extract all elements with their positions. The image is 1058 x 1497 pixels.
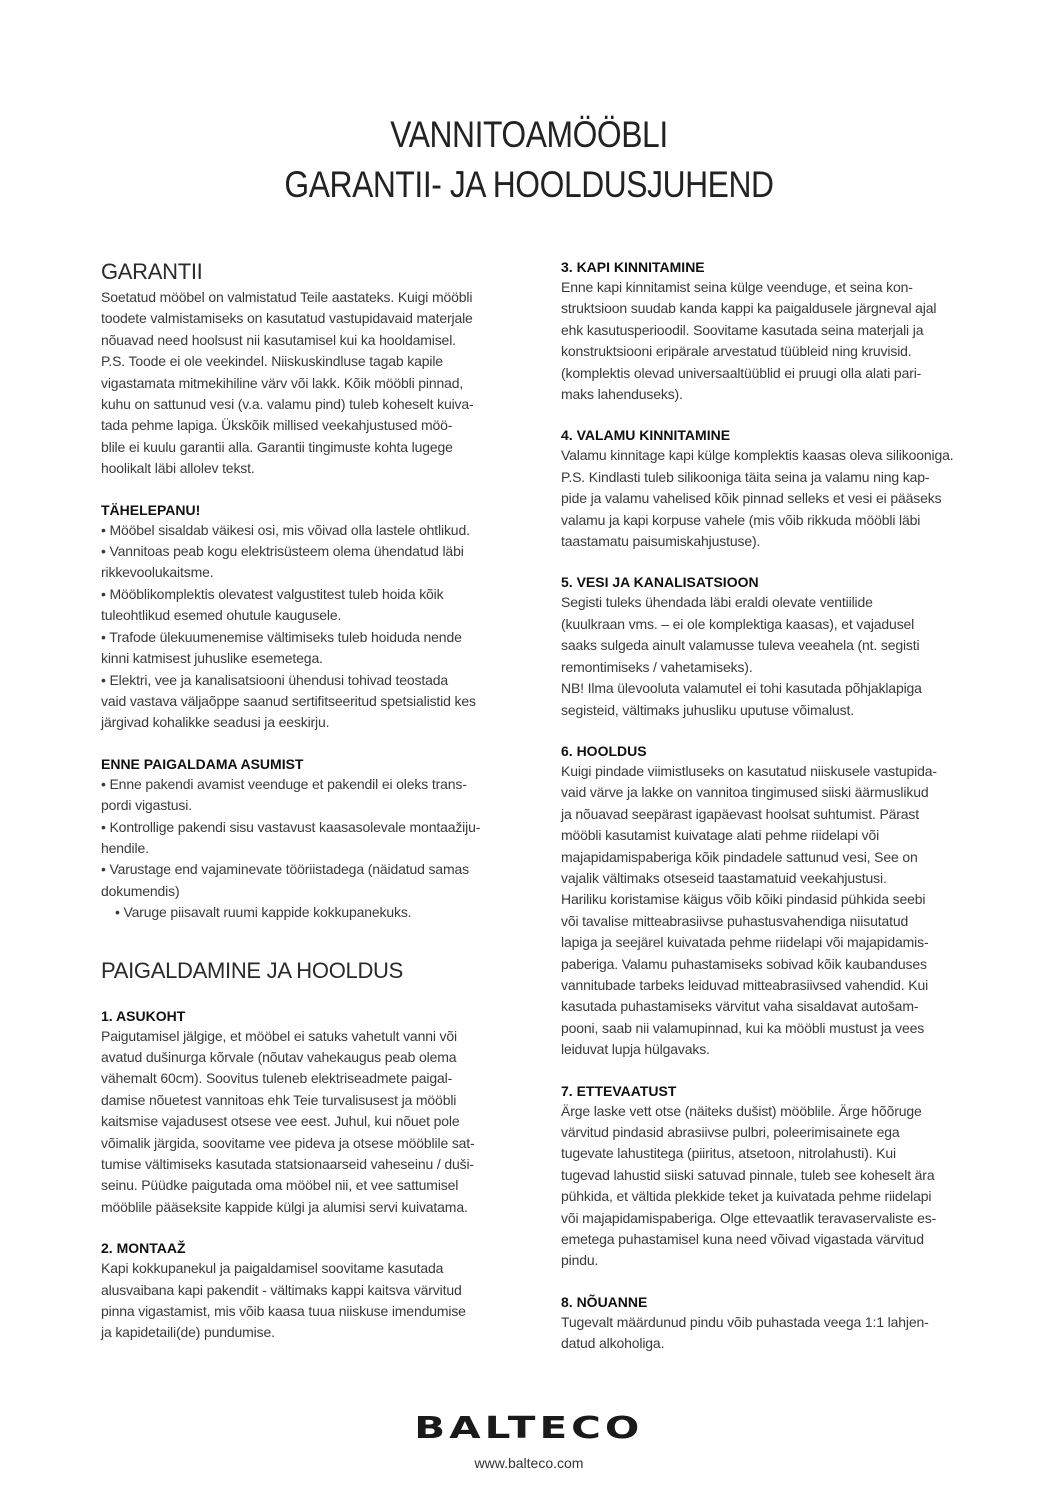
text-line: maks lahenduseks). [561, 386, 683, 403]
text-line: mööblile pääseksite kappide külgi ja alumisi servi kuivatama. [101, 1198, 468, 1215]
text-line: värvitud pindasid abrasiivse pulbri, poleerimisainete ega [561, 1124, 900, 1140]
text-line: tumise vältimiseks kasutada statsionaarseid vaheseinu / duši- [101, 1156, 474, 1172]
text-line: NB! Ilma ülevooluta valamutel ei tohi kasutada põhjaklapiga [561, 680, 922, 697]
left-column [101, 257, 551, 1344]
text-line: leiduvat lupja hülgavaks. [561, 1041, 710, 1058]
section-asukoht [101, 1006, 551, 1219]
section-body [561, 1101, 1011, 1272]
section-paigaldamine [101, 956, 551, 986]
text-line: P.S. Toode ei ole veekindel. Niiskuskindluse tagab kapile [101, 353, 443, 370]
text-line: (komplektis olevad universaaltüüblid ei pruugi olla alati pari- [561, 364, 922, 381]
text-line: struktsioon suudab kanda kappi ka paigaldusele järgneval ajal [561, 300, 937, 317]
section-valamu-kinnitamine [561, 425, 1011, 552]
text-line: lapiga ja seejärel kuivatada pehme riidelapi või majapidamis- [561, 934, 929, 951]
text-line: blile ei kuulu garantii alla. Garantii tingimuste kohta lugege [101, 438, 453, 455]
text-line: konstruktsiooni eripärale arvestatud tüübleid ning kruvisid. [561, 343, 912, 360]
text-line: vajalik vältimaks otseseid taastamatuid veekahjustusi. [561, 869, 887, 886]
text-line: hendile. [101, 839, 149, 856]
text-line: datud alkoholiga. [561, 1335, 665, 1352]
section-vesi-kanalisatsioon [561, 572, 1011, 720]
text-line: P.S. Kindlasti tuleb silikooniga täita seina ja valamu ning kap- [561, 468, 930, 485]
section-body [561, 445, 1011, 552]
website-link[interactable]: www.balteco.com [474, 1455, 584, 1471]
section-body [561, 1312, 1011, 1355]
text-line: tada pehme lapiga. Ükskõik millised veekahjustused möö- [101, 417, 453, 434]
text-line: kasutada puhastamiseks värvitut vaha sisaldavat autošam- [561, 998, 919, 1015]
text-line: taastamatu paisumiskahjustuse). [561, 533, 761, 550]
text-line: Ärge laske vett otse (näiteks dušist) mööblile. Ärge hõõruge [561, 1102, 922, 1119]
text-line: Kapi kokkupanekul ja paigaldamisel soovitame kasutada [101, 1260, 444, 1277]
text-line: rikkevoolukaitsme. [101, 564, 214, 581]
text-line: seinu. Püüdke paigutada oma mööbel nii, et vee sattumisel [101, 1177, 459, 1194]
text-line: • Elektri, vee ja kanalisatsiooni ühendusi tohivad teostada [101, 671, 449, 688]
section-body [101, 1258, 551, 1344]
text-line: avatud dušinurga kõrvale (nõutav vahekaugus peab olema [101, 1048, 457, 1065]
text-line: valamu ja kapi korpuse vahele (mis võib rikkuda mööbli läbi [561, 511, 921, 528]
text-line: damise nõuetest vannitoas ehk Teie turvalisusest ja mööbli [101, 1091, 457, 1108]
section-kapi-kinnitamine [561, 257, 1011, 405]
text-line: segisteid, vältimaks juhusliku uputuse võimalust. [561, 701, 855, 718]
right-column [561, 257, 1011, 1355]
balteco-logo: BALTECO [414, 1411, 644, 1446]
section-heading: 1. ASUKOHT [101, 1007, 186, 1024]
text-line: vaid värve ja lakke on vannitoa tingimused siiski äärmuslikud [561, 784, 929, 801]
text-line: • Enne pakendi avamist veenduge et pakendil ei oleks trans- [101, 775, 467, 792]
section-heading: 5. VESI JA KANALISATSIOON [561, 574, 759, 591]
text-line: pooni, saab nii valamupinnad, kui ka mööbli mustust ja vees [561, 1019, 925, 1036]
text-line: ja kapidetaili(de) pundumise. [101, 1324, 275, 1341]
text-line: • Varustage end vajaminevate tööriistadega (näidatud samas [101, 861, 469, 878]
text-line: • Kontrollige pakendi sisu vastavust kaasasolevale montaažiju- [101, 818, 481, 835]
text-line: Segisti tuleks ühendada läbi eraldi olevate ventiilide [561, 594, 873, 611]
text-line: Kuigi pindade viimistluseks on kasutatud niiskusele vastupida- [561, 762, 937, 779]
text-line: või majapidamispaberiga. Olge ettevaatlik teravaservaliste es- [561, 1209, 937, 1226]
text-line: vannitubade tarbeks leiduvad mitteabrasiivsed vahendid. Kui [561, 976, 929, 993]
text-line: tugevate lahustitega (piiritus, atsetoon, nitrolahusti). Kui [561, 1145, 896, 1162]
section-garantii [101, 257, 551, 480]
text-line: paberiga. Valamu puhastamiseks sobivad kõik kaubanduses [561, 955, 927, 972]
section-body [101, 287, 551, 480]
text-line: Soetatud mööbel on valmistatud Teile aastateks. Kuigi mööbli [101, 289, 473, 305]
text-line: Hariliku koristamise käigus võib kõiki pindasid pühkida seebi [561, 891, 926, 908]
text-line: • Vannitoas peab kogu elektrisüsteem olema ühendatud läbi [101, 543, 464, 560]
section-heading: 4. VALAMU KINNITAMINE [561, 427, 731, 444]
text-line: tugevad lahustid siiski satuvad pinnale, tuleb see koheselt ära [561, 1166, 935, 1183]
text-line: tuleohtlikud esemed ohutule kaugusele. [101, 607, 342, 624]
text-line: ehk kasutusperioodil. Soovitame kasutada seina materjali ja [561, 321, 924, 338]
text-line: toodete valmistamiseks on kasutatud vastupidavaid materjale [101, 310, 473, 327]
title-line-1: VANNITOAMÖÖBLI [390, 114, 668, 155]
text-line: pinna vigastamist, mis võib kaasa tuua niiskuse imendumise [101, 1303, 466, 1320]
text-line: järgivad kohalikke seadusi ja eeskirju. [101, 714, 330, 731]
document-title [0, 110, 1058, 210]
text-line: pindu. [561, 1252, 599, 1269]
text-line: vähemalt 60cm). Soovitus tuleneb elektriseadmete paigal- [101, 1070, 453, 1087]
text-line: Tugevalt määrdunud pindu võib puhastada veega 1:1 lahjen- [561, 1313, 929, 1330]
text-line: Valamu kinnitage kapi külge komplektis kaasas oleva silikooniga. [561, 447, 954, 464]
section-body [101, 774, 551, 902]
text-line: Enne kapi kinnitamist seina külge veenduge, et seina kon- [561, 279, 913, 295]
text-line: kuhu on sattunud vesi (v.a. valamu pind) tuleb koheselt kuiva- [101, 396, 474, 413]
text-line: vigastamata mitmekihiline värv või lakk. Kõik mööbli pinnad, [101, 374, 464, 391]
text-line: • Mööblikomplektis olevatest valgustitest tuleb hoida kõik [101, 585, 444, 602]
text-line: • Mööbel sisaldab väikesi osi, mis võivad olla lastele ohtlikud. [101, 521, 470, 538]
section-heading: ENNE PAIGALDAMA ASUMIST [101, 755, 304, 772]
section-heading: 8. NÕUANNE [561, 1293, 648, 1310]
section-heading: TÄHELEPANU! [101, 501, 201, 518]
section-montaaz [101, 1238, 551, 1344]
section-body [561, 592, 1011, 720]
text-line: Paigutamisel jälgige, et mööbel ei satuks vahetult vanni või [101, 1027, 457, 1044]
text-line: remontimiseks / vahetamiseks). [561, 658, 753, 675]
text-line: ja nõuavad seepärast igapäevast hoolsat suhtumist. Pärast [561, 805, 920, 822]
section-body [561, 277, 1011, 405]
text-line: hoolikalt läbi allolev tekst. [101, 460, 255, 477]
text-line: alusvaibana kapi pakendit - vältimaks kappi kaitsva värvitud [101, 1281, 462, 1298]
title-line-2: GARANTII- JA HOOLDUSJUHEND [284, 164, 774, 205]
text-line: võimalik järgida, soovitame vee pideva ja otsese mööblile sat- [101, 1134, 475, 1151]
section-body [561, 761, 1011, 1061]
section-enne-paigaldama [101, 754, 551, 924]
section-heading: 2. MONTAAŽ [101, 1240, 186, 1257]
section-body [101, 1026, 551, 1219]
indented-bullet: • Varuge piisavalt ruumi kappide kokkupanekuks. [115, 904, 412, 921]
text-line: või tavalise mitteabrasiivse puhastusvahendiga niisutatud [561, 912, 909, 929]
text-line: dokumendis) [101, 882, 180, 899]
text-line: nõuavad need hoolsust nii kasutamisel kui ka hooldamisel. [101, 331, 456, 348]
section-hooldus [561, 741, 1011, 1061]
section-tahelepanu [101, 500, 551, 734]
section-body [101, 520, 551, 734]
section-ettevaatust [561, 1081, 1011, 1272]
text-line: pide ja valamu vahelised kõik pinnad selleks et vesi ei pääseks [561, 490, 942, 507]
footer [0, 1412, 1058, 1472]
text-line: mööbli kasutamist kuivatage alati pehme riidelapi või [561, 827, 880, 844]
text-line: • Trafode ülekuumenemise vältimiseks tuleb hoiduda nende [101, 628, 462, 645]
text-line: pordi vigastusi. [101, 797, 192, 814]
text-line: pühkida, et vältida plekkide teket ja kuivatada pehme riidelapi [561, 1188, 932, 1205]
section-heading: 3. KAPI KINNITAMINE [561, 259, 705, 275]
text-line: emetega puhastamisel kuna need võivad vigastada värvitud [561, 1231, 924, 1248]
section-heading: PAIGALDAMINE JA HOOLDUS [101, 957, 403, 983]
text-line: majapidamispaberiga kõik pindadele sattunud vesi, See on [561, 848, 918, 865]
text-line: vaid vastava väljaõppe saanud sertifitseeritud spetsialistid kes [101, 692, 476, 709]
section-heading: 6. HOOLDUS [561, 742, 647, 759]
text-line: kinni katmisest juhuslike esemetega. [101, 650, 323, 667]
text-line: saaks sulgeda ainult valamusse tuleva veeahela (nt. segisti [561, 637, 920, 654]
section-nouanne [561, 1292, 1011, 1355]
section-heading: GARANTII [101, 259, 203, 284]
section-heading: 7. ETTEVAATUST [561, 1082, 677, 1099]
text-line: kaitsmise vajadusest otsese vee eest. Juhul, kui nõuet pole [101, 1113, 460, 1130]
text-line: (kuulkraan vms. – ei ole komplektiga kaasas), et vajadusel [561, 615, 915, 632]
